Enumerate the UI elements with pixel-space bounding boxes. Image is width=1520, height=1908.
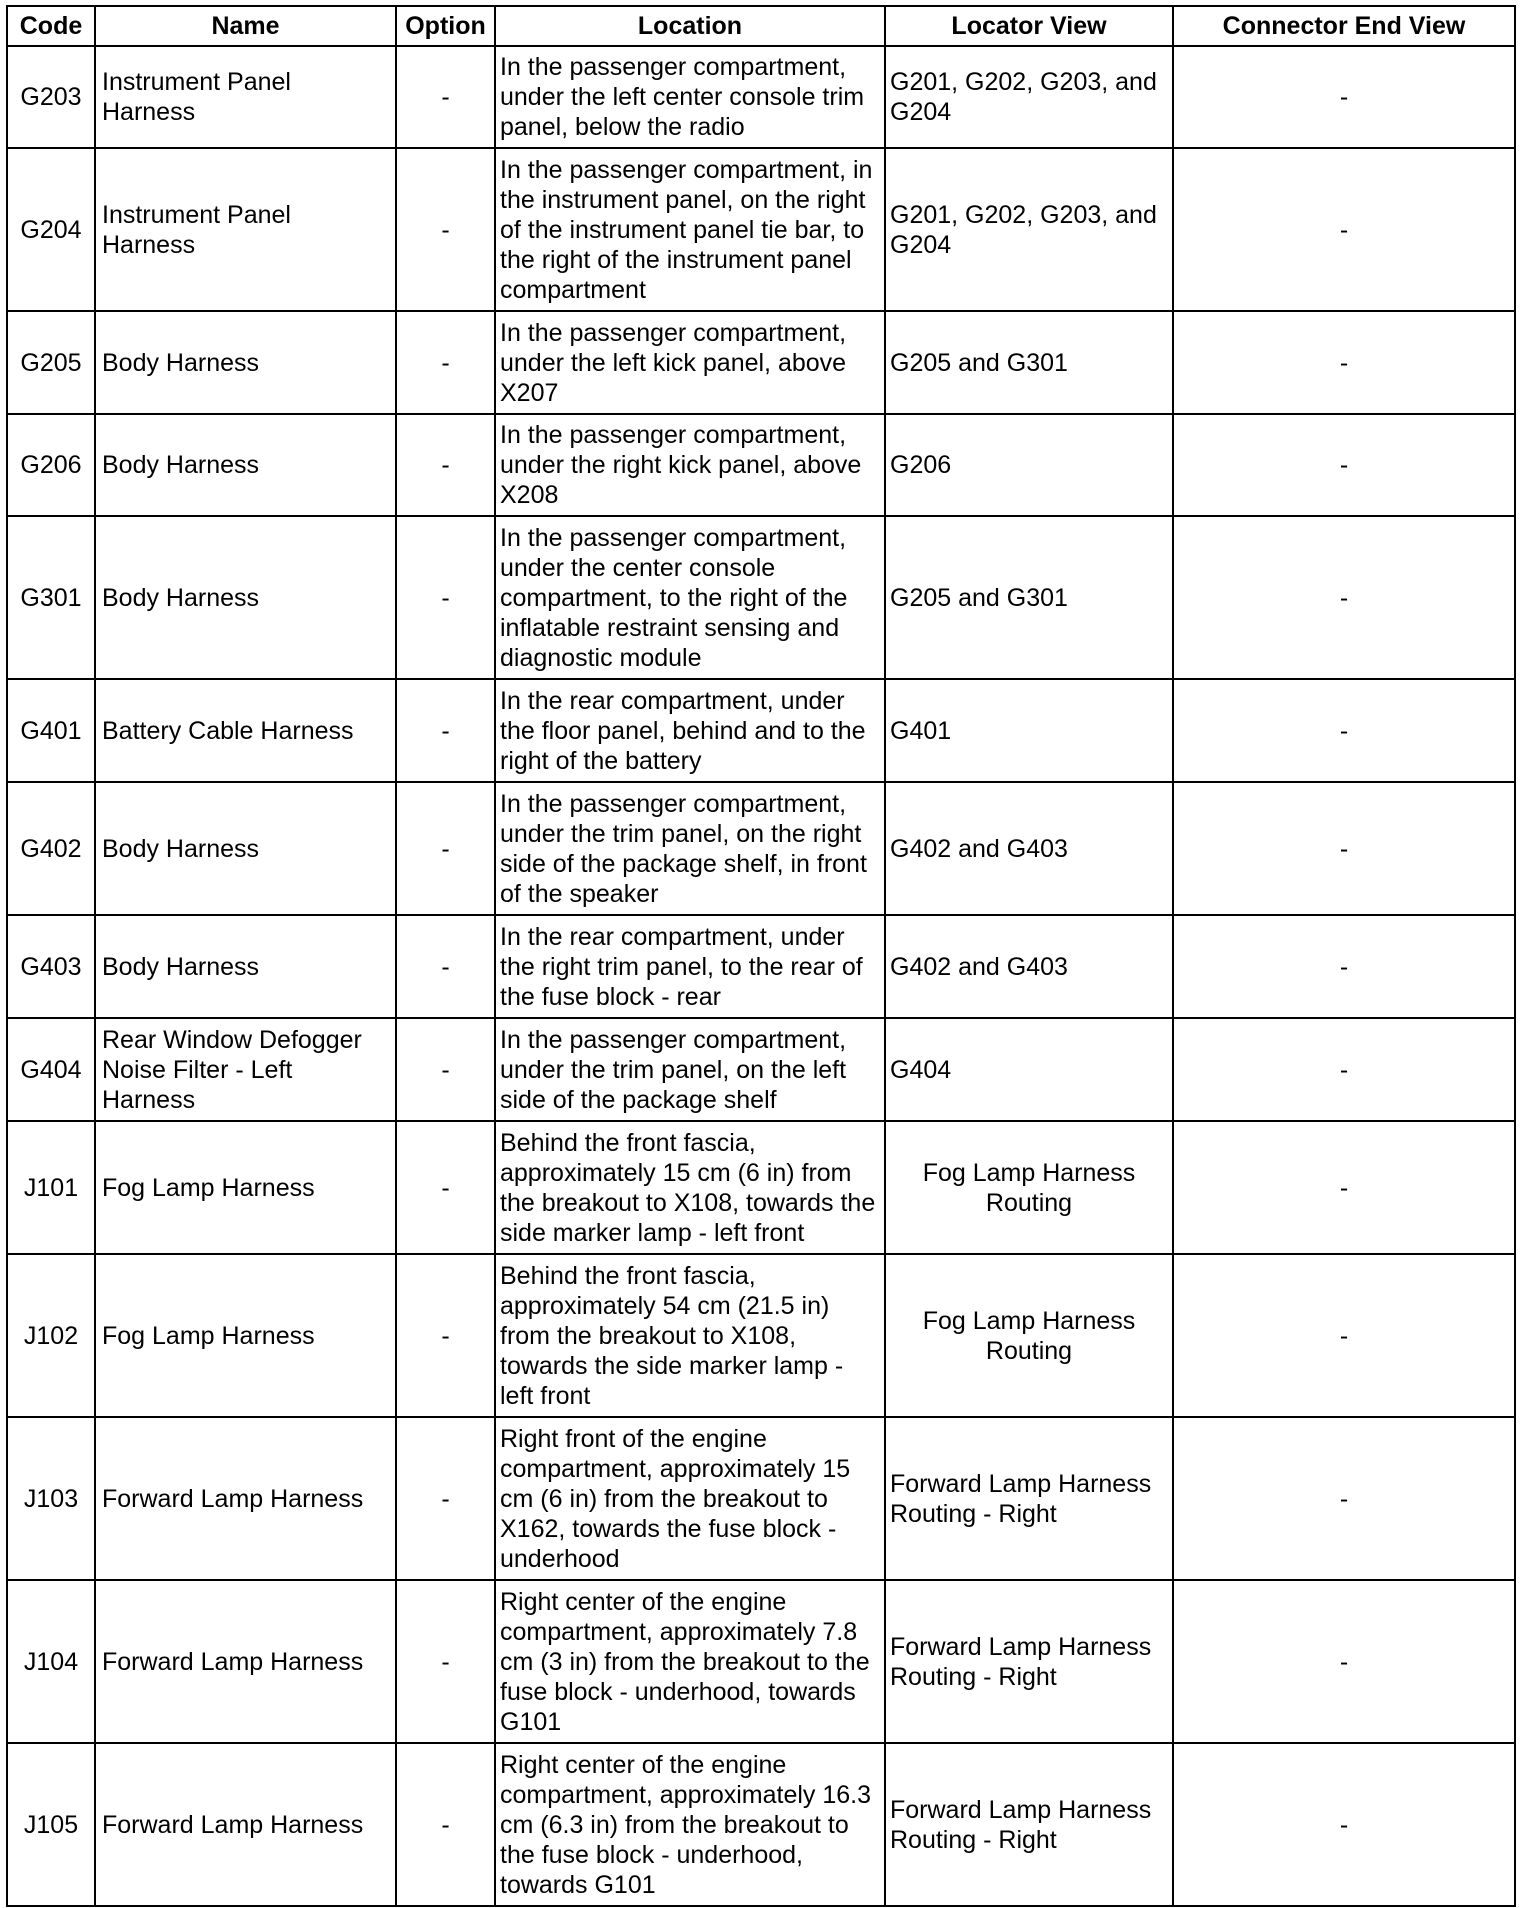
cell-name: Fog Lamp Harness: [95, 1254, 396, 1417]
header-locator-view: Locator View: [885, 6, 1173, 46]
cell-code: J101: [7, 1121, 95, 1254]
cell-connector-end-view: -: [1173, 1743, 1515, 1906]
cell-option: -: [396, 915, 495, 1018]
cell-name: Battery Cable Harness: [95, 679, 396, 782]
cell-option: -: [396, 1743, 495, 1906]
cell-name: Body Harness: [95, 915, 396, 1018]
cell-code: G205: [7, 311, 95, 414]
cell-location: In the passenger compartment, under the trim panel, on the right side of the package shelf, in front of the speaker: [495, 782, 885, 915]
table-row: [7, 46, 1515, 148]
cell-code: G301: [7, 516, 95, 679]
cell-option: -: [396, 46, 495, 148]
component-location-table: [6, 5, 1516, 1907]
cell-code: G204: [7, 148, 95, 311]
cell-name: Forward Lamp Harness: [95, 1743, 396, 1906]
cell-location: In the rear compartment, under the floor panel, behind and to the right of the battery: [495, 679, 885, 782]
cell-code: G401: [7, 679, 95, 782]
cell-location: Behind the front fascia, approximately 54 cm (21.5 in) from the breakout to X108, towards the side marker lamp - left front: [495, 1254, 885, 1417]
table-row: [7, 1580, 1515, 1743]
cell-location: In the passenger compartment, under the right kick panel, above X208: [495, 414, 885, 516]
cell-connector-end-view: -: [1173, 1018, 1515, 1121]
cell-location: In the passenger compartment, in the instrument panel, on the right of the instrument panel tie bar, to the right of the instrument panel compartment: [495, 148, 885, 311]
header-location: Location: [495, 6, 885, 46]
cell-option: -: [396, 1254, 495, 1417]
cell-code: G203: [7, 46, 95, 148]
cell-name: Fog Lamp Harness: [95, 1121, 396, 1254]
cell-connector-end-view: -: [1173, 414, 1515, 516]
cell-name: Body Harness: [95, 782, 396, 915]
cell-location: Behind the front fascia, approximately 15 cm (6 in) from the breakout to X108, towards the side marker lamp - left front: [495, 1121, 885, 1254]
table-header-row: [7, 6, 1515, 46]
cell-connector-end-view: -: [1173, 1254, 1515, 1417]
cell-location: Right center of the engine compartment, approximately 16.3 cm (6.3 in) from the breakout to the fuse block - underhood, towards G101: [495, 1743, 885, 1906]
cell-option: -: [396, 782, 495, 915]
table-row: [7, 1743, 1515, 1906]
table-row: [7, 516, 1515, 679]
cell-code: G404: [7, 1018, 95, 1121]
cell-location: In the passenger compartment, under the left center console trim panel, below the radio: [495, 46, 885, 148]
header-code: Code: [7, 6, 95, 46]
cell-locator-view: Forward Lamp Harness Routing - Right: [885, 1417, 1173, 1580]
cell-option: -: [396, 1580, 495, 1743]
cell-name: Body Harness: [95, 414, 396, 516]
cell-option: -: [396, 679, 495, 782]
cell-name: Rear Window Defogger Noise Filter - Left Harness: [95, 1018, 396, 1121]
cell-connector-end-view: -: [1173, 516, 1515, 679]
table-row: [7, 1121, 1515, 1254]
cell-locator-view: G401: [885, 679, 1173, 782]
cell-name: Instrument Panel Harness: [95, 148, 396, 311]
cell-option: -: [396, 1018, 495, 1121]
table-row: [7, 782, 1515, 915]
table-row: [7, 414, 1515, 516]
cell-code: G206: [7, 414, 95, 516]
cell-name: Body Harness: [95, 516, 396, 679]
cell-locator-view: G201, G202, G203, and G204: [885, 148, 1173, 311]
header-connector-end-view: Connector End View: [1173, 6, 1515, 46]
cell-option: -: [396, 1417, 495, 1580]
cell-locator-view: Fog Lamp Harness Routing: [885, 1121, 1173, 1254]
table-row: [7, 915, 1515, 1018]
cell-location: In the passenger compartment, under the center console compartment, to the right of the inflatable restraint sensing and diagnostic module: [495, 516, 885, 679]
cell-connector-end-view: -: [1173, 1121, 1515, 1254]
cell-location: Right center of the engine compartment, approximately 7.8 cm (3 in) from the breakout to the fuse block - underhood, towards G101: [495, 1580, 885, 1743]
cell-name: Instrument Panel Harness: [95, 46, 396, 148]
cell-name: Body Harness: [95, 311, 396, 414]
cell-locator-view: G205 and G301: [885, 516, 1173, 679]
cell-locator-view: G201, G202, G203, and G204: [885, 46, 1173, 148]
cell-connector-end-view: -: [1173, 915, 1515, 1018]
cell-code: J104: [7, 1580, 95, 1743]
cell-locator-view: G402 and G403: [885, 782, 1173, 915]
table-row: [7, 1254, 1515, 1417]
cell-connector-end-view: -: [1173, 679, 1515, 782]
cell-connector-end-view: -: [1173, 311, 1515, 414]
cell-location: In the rear compartment, under the right trim panel, to the rear of the fuse block - rear: [495, 915, 885, 1018]
cell-location: In the passenger compartment, under the trim panel, on the left side of the package shelf: [495, 1018, 885, 1121]
cell-connector-end-view: -: [1173, 148, 1515, 311]
cell-locator-view: G206: [885, 414, 1173, 516]
cell-location: Right front of the engine compartment, approximately 15 cm (6 in) from the breakout to X162, towards the fuse block - underhood: [495, 1417, 885, 1580]
cell-code: J103: [7, 1417, 95, 1580]
cell-name: Forward Lamp Harness: [95, 1580, 396, 1743]
cell-locator-view: G404: [885, 1018, 1173, 1121]
cell-name: Forward Lamp Harness: [95, 1417, 396, 1580]
cell-locator-view: G205 and G301: [885, 311, 1173, 414]
header-name: Name: [95, 6, 396, 46]
cell-location: In the passenger compartment, under the left kick panel, above X207: [495, 311, 885, 414]
cell-option: -: [396, 311, 495, 414]
cell-code: J105: [7, 1743, 95, 1906]
cell-locator-view: Forward Lamp Harness Routing - Right: [885, 1580, 1173, 1743]
cell-option: -: [396, 1121, 495, 1254]
cell-connector-end-view: -: [1173, 1417, 1515, 1580]
table-row: [7, 1417, 1515, 1580]
header-option: Option: [396, 6, 495, 46]
cell-code: G403: [7, 915, 95, 1018]
cell-option: -: [396, 148, 495, 311]
cell-connector-end-view: -: [1173, 782, 1515, 915]
cell-connector-end-view: -: [1173, 1580, 1515, 1743]
table-row: [7, 311, 1515, 414]
table-row: [7, 1018, 1515, 1121]
cell-locator-view: Fog Lamp Harness Routing: [885, 1254, 1173, 1417]
table-row: [7, 148, 1515, 311]
cell-option: -: [396, 414, 495, 516]
document: [6, 5, 1514, 1907]
cell-code: J102: [7, 1254, 95, 1417]
cell-locator-view: Forward Lamp Harness Routing - Right: [885, 1743, 1173, 1906]
cell-locator-view: G402 and G403: [885, 915, 1173, 1018]
table-row: [7, 679, 1515, 782]
cell-connector-end-view: -: [1173, 46, 1515, 148]
cell-code: G402: [7, 782, 95, 915]
cell-option: -: [396, 516, 495, 679]
